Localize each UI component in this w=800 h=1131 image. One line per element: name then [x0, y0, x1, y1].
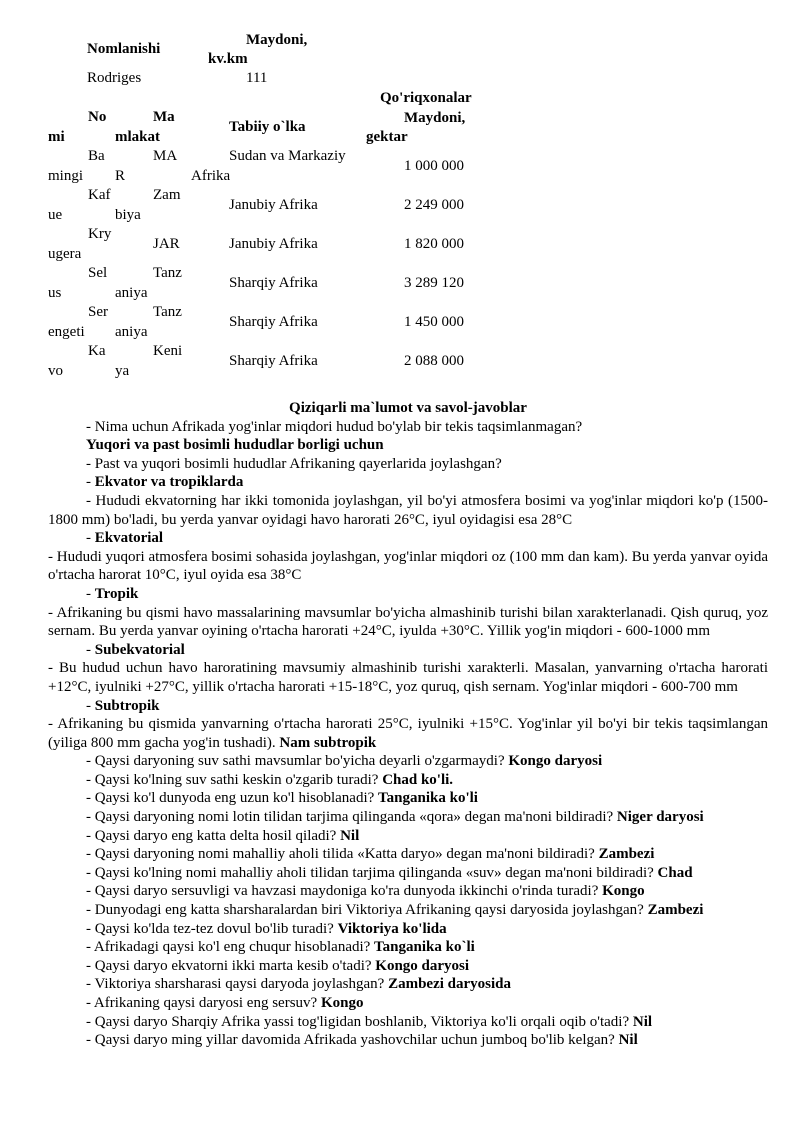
qa-item — [48, 920, 768, 939]
reserve-name-part-2: engeti — [48, 324, 85, 340]
reserve-name-part-2: us — [48, 285, 62, 301]
qa-item — [48, 901, 768, 920]
region: Sharqiy Afrika — [229, 314, 318, 330]
qa-answer: Zambezi — [647, 902, 704, 919]
qa-question: - Qaysi daryo Sharqiy Afrika yassi tog'ligidan boshlanib, Viktoriya ko'li orqali oqib o'tadi? — [86, 1013, 633, 1030]
qa-answer: Kongo daryosi — [375, 957, 470, 974]
qa-item — [48, 864, 768, 883]
country-part-2: R — [115, 168, 126, 184]
reserve-name-part-1: Ka — [88, 343, 106, 359]
qa-question: - Qaysi daryo sersuvligi va havzasi maydoniga ko'ra dunyoda ikkinchi o'rinda turadi? — [86, 883, 603, 900]
clue-paragraph — [48, 715, 768, 752]
country-part-1: Zam — [153, 187, 181, 203]
reserve-name-part-2: mingi — [48, 168, 84, 184]
clue-paragraph: - Afrikaning bu qismi havo massalarining mavsumlar bo'yicha almashinib turishi bilan xarakterlanadi. Qish quruq, yoz sernam. Bu yerda yanvar oyining o'rtacha harorati +24°C, iyulda +30°C. Yillik yog'in miqdori - 600-1000 mm — [48, 604, 768, 640]
table1-header-name: Nomlanishi — [87, 41, 161, 57]
clue-text: - Afrikaning bu qismida yanvarning o'rtacha harorati 25°C, iyulniki +15°C. Yog'inlar yil bo'yi bir tekis taqsimlangan (yiliga 800 mm gacha yog'in tushadi). — [48, 716, 768, 751]
table2-header-region: Tabiiy o`lka — [229, 119, 306, 135]
answer-paragraph — [48, 473, 768, 492]
table2-header-area-3: gektar — [366, 129, 408, 145]
area-value: 1 000 000 — [404, 158, 464, 174]
qa-answer: Chad — [657, 864, 693, 881]
clue-paragraph: - Hududi ekvatorning har ikki tomonida joylashgan, yil bo'yi atmosfera bosimi va yog'inlar miqdori ko'p (1500-1800 mm) bo'ladi, bu yerda yanvar oyidagi havo harorati 26°C, iyul oyidagisi esa 28°C — [48, 492, 768, 528]
qa-answer: Nil — [618, 1032, 638, 1049]
answer-bold: Subtropik — [94, 697, 160, 714]
qa-answer: Nil — [340, 827, 360, 844]
qa-question: - Qaysi ko'lda tez-tez dovul bo'lib turadi? — [86, 920, 338, 937]
qa-item — [48, 957, 768, 976]
qa-answer: Tanganika ko'li — [378, 790, 478, 807]
qa-question: - Qaysi daryo eng katta delta hosil qiladi? — [86, 827, 341, 844]
qa-item — [48, 1013, 768, 1032]
qa-answer: Kongo — [320, 995, 364, 1011]
region-part-2: Afrika — [191, 168, 231, 184]
clue-paragraph: - Bu hudud uchun havo haroratining mavsumiy almashinib turishi xarakterli. Masalan, yanvarning o'rtacha harorati +12°C, iyulniki +27°C, yillik o'rtacha harorati +15-18°C, yoz quruq, qish sernam. Yog'inlar miqdori - 600-700 mm — [48, 660, 768, 695]
qa-question: - Dunyodagi eng katta sharsharalardan biri Viktoriya Afrikaning qaysi daryosida joylashgan? — [86, 902, 648, 919]
qa-item — [48, 975, 768, 994]
question-paragraph: - Past va yuqori bosimli hududlar Afrikaning qayerlarida joylashgan? — [86, 455, 502, 472]
dash: - — [86, 697, 95, 714]
region: Janubiy Afrika — [229, 236, 318, 252]
qa-answer: Zambezi — [598, 846, 655, 863]
table2-header-country-1: Ma — [153, 109, 175, 125]
table2-header-no-2: mi — [48, 129, 65, 145]
country-part-1: Tanz — [153, 304, 182, 320]
qa-answer: Zambezi daryosida — [388, 976, 512, 993]
table1-header-area-2: kv.km — [208, 51, 248, 67]
answer-bold: Ekvator va tropiklarda — [94, 474, 244, 491]
reserve-name-part-1: Ser — [88, 304, 108, 320]
region-part-1: Sudan va Markaziy — [229, 148, 346, 164]
qa-question: - Afrikadagi qaysi ko'l eng chuqur hisoblanadi? — [86, 939, 375, 956]
country-part-2: aniya — [115, 324, 148, 340]
table1-row-name: Rodriges — [87, 70, 142, 86]
table2-header-area-2: Maydoni, — [404, 110, 466, 126]
qa-item — [48, 882, 768, 901]
country-part-1: Keni — [153, 343, 183, 359]
country-part-1: Tanz — [153, 265, 182, 281]
qa-question: - Qaysi daryo ming yillar davomida Afrikada yashovchilar uchun jumboq bo'lib kelgan? — [86, 1032, 619, 1049]
answer-paragraph — [48, 529, 768, 548]
area-value: 1 820 000 — [404, 236, 464, 252]
table1-row-area: 111 — [246, 70, 268, 86]
reserve-name-part-1: Kaf — [88, 187, 111, 203]
qa-question: - Qaysi ko'lning nomi mahalliy aholi tilidan tarjima qilinganda «suv» degan ma'noni bildiradi? — [86, 864, 658, 881]
answer-paragraph — [48, 641, 768, 660]
qa-answer: Tanganika ko`li — [374, 939, 475, 956]
dash: - — [86, 585, 95, 602]
qa-question: - Afrikaning qaysi daryosi eng sersuv? — [86, 995, 321, 1011]
qa-answer: Kongo daryosi — [508, 753, 603, 770]
qa-answer: Nil — [632, 1013, 653, 1030]
qa-question: - Qaysi ko'l dunyoda eng uzun ko'l hisoblanadi? — [86, 790, 379, 807]
article-body — [48, 399, 768, 1050]
answer-paragraph — [48, 585, 768, 604]
answer-paragraph — [48, 697, 768, 716]
qa-answer: Chad ko'li. — [382, 771, 454, 788]
qa-question: - Viktoriya sharsharasi qaysi daryoda joylashgan? — [86, 976, 389, 993]
answer-paragraph: Yuqori va past bosimli hududlar borligi uchun — [86, 437, 384, 454]
area-value: 2 249 000 — [404, 197, 464, 213]
qa-question: - Qaysi daryoning suv sathi mavsumlar bo'yicha deyarli o'zgarmaydi? — [86, 753, 509, 770]
dash: - — [86, 530, 95, 547]
qa-item — [48, 845, 768, 864]
reserve-name-part-1: Ba — [88, 148, 105, 164]
area-value: 2 088 000 — [404, 353, 464, 369]
qa-item — [48, 994, 768, 1013]
region: Janubiy Afrika — [229, 197, 318, 213]
dash: - — [86, 474, 95, 491]
qa-item — [48, 808, 768, 827]
qa-item — [48, 789, 768, 808]
qa-item — [48, 827, 768, 846]
qa-question: - Qaysi daryo ekvatorni ikki marta kesib o'tadi? — [86, 957, 376, 974]
country: JAR — [153, 236, 180, 252]
reserve-name-part-2: ugera — [48, 246, 82, 262]
qa-item — [48, 752, 768, 771]
reserve-name-part-1: Sel — [88, 265, 108, 281]
question-paragraph: - Nima uchun Afrikada yog'inlar miqdori hudud bo'ylab bir tekis taqsimlanmagan? — [86, 418, 583, 435]
qa-answer: Viktoriya ko'lida — [337, 920, 447, 937]
clue-paragraph: - Hududi yuqori atmosfera bosimi sohasida joylashgan, yog'inlar miqdori oz (100 mm dan kam). Bu yerda yanvar oyida o'rtacha harorat 10°C, iyul oyida esa 38°C — [48, 548, 768, 584]
country-part-2: biya — [115, 207, 141, 223]
qa-item — [48, 1031, 768, 1050]
table2-header-area-1: Qo'riqxonalar — [380, 90, 472, 106]
section-title: Qiziqarli ma`lumot va savol-javoblar — [289, 400, 527, 416]
country-part-2: ya — [115, 363, 130, 379]
answer-bold: Subekvatorial — [94, 641, 185, 658]
answer-bold: Ekvatorial — [94, 530, 164, 547]
reserve-name-part-2: ue — [48, 207, 63, 223]
area-value: 3 289 120 — [404, 275, 464, 291]
table2-header-country-2: mlakat — [115, 129, 160, 145]
table2-header-no-1: No — [88, 109, 107, 125]
qa-question: - Qaysi daryoning nomi lotin tilidan tarjima qilinganda «qora» degan ma'noni bildiradi? — [86, 809, 617, 826]
region: Sharqiy Afrika — [229, 353, 318, 369]
country-part-2: aniya — [115, 285, 148, 301]
reserve-name-part-1: Kry — [88, 226, 112, 242]
qa-answer: Kongo — [602, 883, 645, 900]
dash: - — [86, 641, 95, 658]
qa-question: - Qaysi daryoning nomi mahalliy aholi tilida «Katta daryo» degan ma'noni bildiradi? — [86, 846, 599, 863]
reserve-name-part-2: vo — [48, 363, 63, 379]
qa-item — [48, 771, 768, 790]
qa-answer: Niger daryosi — [616, 809, 704, 826]
table1-header-area-1: Maydoni, — [246, 32, 308, 48]
region: Sharqiy Afrika — [229, 275, 318, 291]
country-part-1: MA — [153, 148, 178, 164]
qa-item — [48, 938, 768, 957]
qa-question: - Qaysi ko'lning suv sathi keskin o'zgarib turadi? — [86, 771, 383, 788]
area-value: 1 450 000 — [404, 314, 464, 330]
answer-bold: Tropik — [94, 585, 139, 602]
answer-bold: Nam subtropik — [279, 734, 377, 751]
